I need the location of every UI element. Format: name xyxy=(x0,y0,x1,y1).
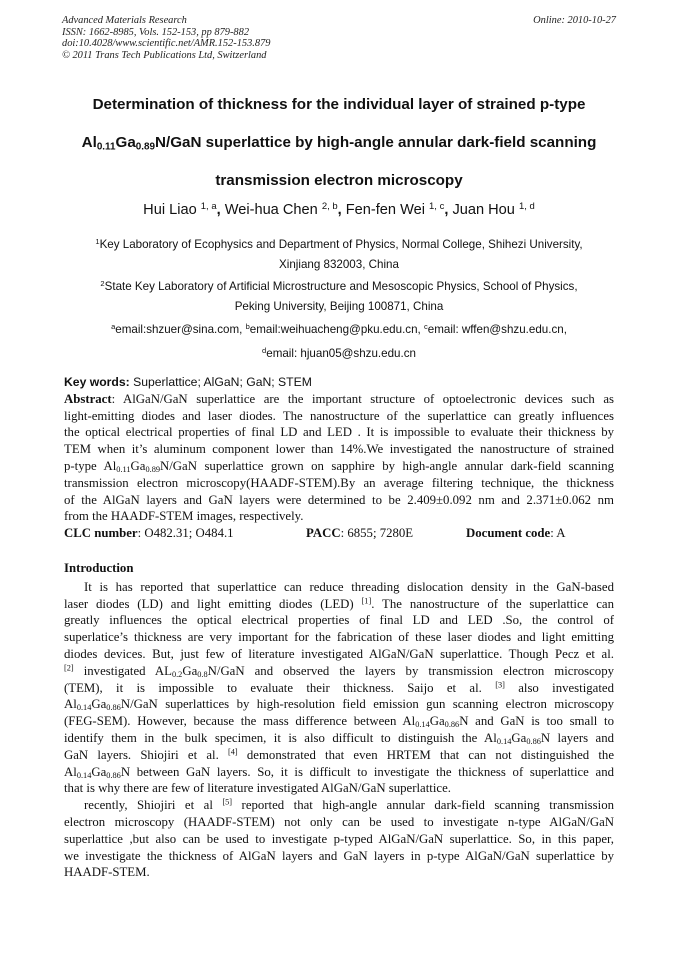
doi-line: doi:10.4028/www.scientific.net/AMR.152-153.879 xyxy=(62,38,271,50)
email-mark: d xyxy=(262,345,267,355)
subscript: 0.89 xyxy=(145,465,160,475)
abstract-line: TEM when it’s aluminum component lower than 14%.We investigated the nanostructure of strained xyxy=(64,442,614,457)
text: GaN layers. Shiojiri et al. xyxy=(64,747,228,762)
paragraph-line: greatly influences the optical electrical properties of final LD and LED .So, the control of xyxy=(64,613,614,628)
text: N/GaN and observed the layers by transmission electron microscopy xyxy=(207,663,614,678)
paragraph-line: that is why there are few of literature investigated AlGaN/GaN superlattice. xyxy=(64,781,451,796)
author-name: Hui Liao xyxy=(143,202,197,218)
doc-label: Document code xyxy=(466,526,551,541)
affiliation-2 xyxy=(62,277,616,317)
subscript: 0.86 xyxy=(106,770,121,780)
affiliation-2-line-1 xyxy=(62,277,616,297)
journal-name: Advanced Materials Research xyxy=(62,15,187,26)
paper-title xyxy=(40,86,638,200)
text: laser diodes (LD) and light emitting diodes (LED) xyxy=(64,596,362,611)
keywords xyxy=(64,374,614,391)
subscript: 0.14 xyxy=(76,703,92,713)
text: Ga xyxy=(511,730,527,745)
subscript: 0.86 xyxy=(444,720,460,730)
text: Ga xyxy=(429,714,445,729)
email-mark: c xyxy=(424,321,428,331)
citation-ref: [2] xyxy=(64,663,74,673)
abstract-line: light-emitting diodes and laser diodes. The nanostructure of the superlattice can greatly influences xyxy=(64,408,614,423)
paragraph-line: It is has reported that superlattice can reduce threading dislocation density in the GaN-based xyxy=(84,579,614,594)
affiliation-mark: 1 xyxy=(95,236,100,246)
author-name: Fen-fen Wei xyxy=(345,202,425,218)
citation-ref: [3] xyxy=(495,680,505,690)
text: Ga xyxy=(91,697,107,712)
author-affiliation-mark: 1, c xyxy=(429,200,445,212)
email-link[interactable]: email: hjuan05@shzu.edu.cn xyxy=(266,347,416,360)
abstract-text: Ga xyxy=(130,458,146,473)
affiliation-text: State Key Laboratory of Artificial Microstructure and Mesoscopic Physics, School of Physics, xyxy=(104,280,578,293)
text: reported that high-angle annular dark-field scanning transmission xyxy=(232,798,614,813)
affiliation-1-line-2: Xinjiang 832003, China xyxy=(279,258,399,271)
paragraph-line: electron microscopy (HAADF-STEM) not only can be used to investigate n-type AlGaN/GaN xyxy=(64,814,614,829)
author-emails xyxy=(62,320,616,364)
paragraph-line xyxy=(64,730,614,747)
title-line-3: transmission electron microscopy xyxy=(215,172,463,189)
abstract-text: N/GaN superlattice grown on sapphire by high-angle annular dark-field scanning xyxy=(160,458,614,473)
email-mark: b xyxy=(245,321,250,331)
subscript: 0.2 xyxy=(171,669,183,679)
text: N and GaN is too small to xyxy=(459,714,614,729)
subscript: 0.14 xyxy=(415,720,430,730)
text: . The nanostructure of the superlattice can xyxy=(371,596,614,611)
abstract-line: transmission electron microscopy(HAADF-STEM).By an average filtering technique, the thickness xyxy=(64,475,614,490)
author-name: Wei-hua Chen xyxy=(224,202,318,218)
citation-ref: [1] xyxy=(361,596,372,606)
subscript: 0.14 xyxy=(496,737,512,747)
online-date: Online: 2010-10-27 xyxy=(533,15,616,26)
clc-number xyxy=(64,525,306,542)
paragraph-line xyxy=(64,764,614,781)
doc-value: : A xyxy=(550,526,566,541)
author-affiliation-mark: 1, a xyxy=(200,200,217,212)
abstract-line: the optical electrical properties of final LD and LED . It is impossible to evaluate their thickness by xyxy=(64,425,614,440)
paragraph-line xyxy=(64,747,614,764)
email-link[interactable]: email:shzuer@sina.com, xyxy=(115,323,246,336)
text: N/GaN superlattices by high-resolution field emission gun scanning electron microscopy xyxy=(120,697,614,712)
subscript: 0.14 xyxy=(76,770,92,780)
pacc-value: : 6855; 7280E xyxy=(340,526,414,541)
subscript: 0.86 xyxy=(106,703,121,713)
keywords-label: Key words: xyxy=(64,375,130,389)
text: identify them in the bulk specimen, it is also difficult to distinguish the Al xyxy=(64,730,497,745)
classification-line xyxy=(64,525,614,542)
paragraph-line: superlatice’s thickness are very important for the fabrication of these laser diodes and light emitting xyxy=(64,630,614,645)
text: investigated AL xyxy=(73,663,172,678)
text: Ga xyxy=(182,663,198,678)
abstract-line xyxy=(64,458,614,475)
title-line-2 xyxy=(40,124,638,162)
emails-line-2 xyxy=(62,344,616,364)
affiliation-1-line-1 xyxy=(62,235,616,255)
affiliation-mark: 2 xyxy=(100,278,105,288)
text: (TEM), it is impossible to evaluate their thickness. Saijo et al. xyxy=(64,680,496,695)
paragraph-line xyxy=(64,596,614,613)
title-al-sub: 0.11 xyxy=(96,141,116,153)
author-name: Juan Hou xyxy=(452,202,515,218)
paragraph-line xyxy=(64,696,614,713)
keywords-abstract-block xyxy=(64,374,614,542)
author-affiliation-mark: 1, d xyxy=(518,200,535,212)
pacc-number xyxy=(306,525,466,542)
text: demonstrated that even HRTEM that can not distinguished the xyxy=(237,747,614,762)
running-header xyxy=(62,15,616,61)
author-affiliation-mark: 2, b xyxy=(321,200,338,212)
author-list xyxy=(40,200,638,220)
paragraph-line xyxy=(64,797,614,814)
text: Al xyxy=(64,697,77,712)
email-link[interactable]: email: wffen@shzu.edu.cn, xyxy=(427,323,567,336)
citation-ref: [4] xyxy=(228,747,238,757)
issn-line: ISSN: 1662-8985, Vols. 152-153, pp 879-882 xyxy=(62,26,250,38)
abstract-text: p-type Al xyxy=(64,458,117,473)
abstract-text: : AlGaN/GaN superlattice are the important structure of optoelectronic devices such as xyxy=(111,391,614,406)
citation-ref: [5] xyxy=(222,797,233,807)
title-line-1: Determination of thickness for the individual layer of strained p-type xyxy=(92,96,586,113)
text: Ga xyxy=(91,764,107,779)
clc-value: : O482.31; O484.1 xyxy=(137,526,234,541)
keywords-text: Superlattice; AlGaN; GaN; STEM xyxy=(129,375,312,389)
subscript: 0.8 xyxy=(197,669,208,679)
author-separator: , xyxy=(216,202,225,218)
paragraph-line: we investigate the thickness of AlGaN layers and GaN layers in p-type AlGaN/GaN superlattice by xyxy=(64,848,614,863)
title-line-2-rest: N/GaN superlattice by high-angle annular dark-field scanning xyxy=(155,134,597,151)
introduction-section xyxy=(64,560,614,881)
emails-line-1 xyxy=(62,320,616,340)
affiliation-text: Key Laboratory of Ecophysics and Department of Physics, Normal College, Shihezi University, xyxy=(99,238,583,251)
email-mark: a xyxy=(111,321,116,331)
title-ga: Ga xyxy=(115,134,136,151)
text: N layers and xyxy=(540,730,614,745)
pacc-label: PACC xyxy=(306,526,341,541)
abstract-line xyxy=(64,391,614,408)
email-link[interactable]: email:weihuacheng@pku.edu.cn, xyxy=(249,323,424,336)
paragraph-line: superlattice ,but also can be used to investigate p-typed AlGaN/GaN superlattice. So, in this paper, xyxy=(64,831,614,846)
paragraph-line xyxy=(64,680,614,697)
abstract-line: of the AlGaN layers and GaN layers were determined to be 2.409±0.092 nm and 2.371±0.062 nm xyxy=(64,492,614,507)
text: recently, Shiojiri et al xyxy=(84,798,223,813)
text: also investigated xyxy=(504,680,614,695)
abstract-label: Abstract xyxy=(64,391,112,406)
paragraph-line: HAADF-STEM. xyxy=(64,865,150,880)
section-heading: Introduction xyxy=(64,561,134,575)
author-separator: , xyxy=(337,202,346,218)
document-code xyxy=(466,525,566,542)
text: N between GaN layers. So, it is difficult to investigate the thickness of superlattice and xyxy=(120,764,614,779)
subscript: 0.11 xyxy=(116,465,131,475)
author-separator: , xyxy=(444,202,453,218)
affiliation-2-line-2: Peking University, Beijing 100871, China xyxy=(234,300,444,313)
subscript: 0.86 xyxy=(526,737,541,747)
title-ga-sub: 0.89 xyxy=(135,141,155,153)
affiliation-1 xyxy=(62,235,616,275)
text: Al xyxy=(64,764,77,779)
abstract-line: from the HAADF-STEM images, respectively. xyxy=(64,509,304,524)
paragraph-line xyxy=(64,663,614,680)
text: (FEG-SEM). However, because the mass difference between Al xyxy=(64,714,416,729)
paragraph-line xyxy=(64,713,614,730)
copyright-line: © 2011 Trans Tech Publications Ltd, Switzerland xyxy=(62,49,267,61)
clc-label: CLC number xyxy=(64,526,138,541)
paragraph-line: diodes devices. But, just few of literature investigated AlGaN/GaN superlattice. Though Pecz et al. xyxy=(64,646,614,661)
title-al: Al xyxy=(81,134,97,151)
